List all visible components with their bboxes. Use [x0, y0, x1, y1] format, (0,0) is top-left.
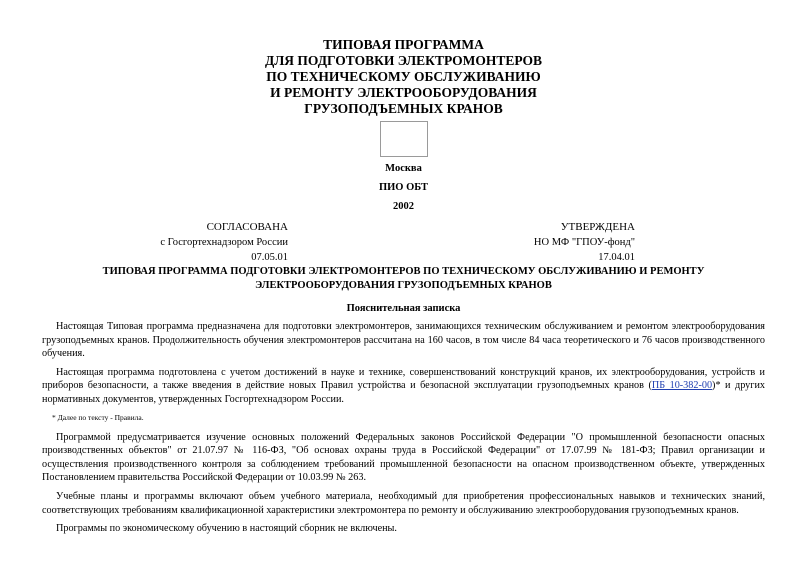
footnote: * Далее по тексту - Правила.: [52, 412, 144, 422]
document-body: [42, 320, 765, 541]
document-title: [0, 37, 807, 117]
rules-link[interactable]: ПБ 10-382-00: [651, 380, 713, 392]
approved-block: [500, 220, 635, 265]
title-line: ТИПОВАЯ ПРОГРАММА: [323, 37, 484, 52]
title-line: ГРУЗОПОДЪЕМНЫХ КРАНОВ: [304, 101, 503, 116]
approved-by: НО МФ "ГПОУ-фонд": [533, 237, 635, 248]
publisher: ПИО ОБТ: [378, 182, 429, 193]
approved-label: УТВЕРЖДЕНА: [560, 221, 635, 233]
approved-date: 17.04.01: [598, 252, 635, 263]
agreed-block: [120, 220, 288, 265]
paragraph: Учебные планы и программы включают объем учебного материала, необходимый для приобретения профессиональных навыков и технических знаний, соответствующих требованиям квалификационной характеристики электромонтера по ремонту и обслуживанию электрооборудования грузоподъемных кранов.: [42, 490, 765, 516]
agreed-label: СОГЛАСОВАНА: [206, 221, 288, 233]
paragraph: Программой предусматривается изучение основных положений Федеральных законов Российской Федерации "О промышленной безопасности опасных производственных объектов" от 21.07.97 № 116-ФЗ, "Об основах охраны труда в Российской Федерации" от 17.07.99 № 181-ФЗ; Правил организации и осуществления производственного контроля за соблюдением требований промышленной безопасности на опасном производственном объекте, утвержденных Постановлением правительства Российской Федерации от 10.03.99 № 263.: [42, 431, 765, 484]
logo-placeholder: [380, 121, 428, 157]
paragraph: Программы по экономическому обучению в настоящий сборник не включены.: [56, 523, 397, 535]
paragraph-text: Настоящая программа подготовлена с учетом достижений в науке и технике, совершенствований конструкций кранов, их электрооборудования, устройств и приборов безопасности, а также введения в действие новых Правил устройства и безопасной эксплуатации грузоподъемных кранов (: [42, 366, 765, 392]
title-line: ДЛЯ ПОДГОТОВКИ ЭЛЕКТРОМОНТЕРОВ: [264, 53, 543, 68]
title-line: И РЕМОНТУ ЭЛЕКТРООБОРУДОВАНИЯ: [270, 85, 537, 100]
paragraph: Настоящая Типовая программа предназначена для подготовки электромонтеров, занимающихся техническим обслуживанием и ремонтом электрооборудования грузоподъемных кранов. Продолжительность обучения электромонтеров рассчитана на 160 часов, в том числе 84 часа теоретического и 76 часов производственного обучения.: [42, 321, 765, 360]
paragraph: [42, 366, 765, 407]
publication-city: Москва: [385, 163, 422, 174]
agreed-date: 07.05.01: [251, 252, 288, 263]
agreed-by: с Госгортехнадзором России: [160, 237, 288, 248]
publication-year: 2002: [393, 201, 414, 212]
main-heading: ТИПОВАЯ ПРОГРАММА ПОДГОТОВКИ ЭЛЕКТРОМОНТЕРОВ ПО ТЕХНИЧЕСКОМУ ОБСЛУЖИВАНИЮ И РЕМОНТУ ЭЛЕКТРООБОРУДОВАНИЯ ГРУЗОПОДЪЕМНЫХ КРАНОВ: [102, 266, 705, 291]
title-line: ПО ТЕХНИЧЕСКОМУ ОБСЛУЖИВАНИЮ: [266, 69, 541, 84]
paragraph-text: )* и других нормативных документов, утвержденных Госгортехнадзором России.: [42, 380, 765, 405]
explanatory-note-heading: Пояснительная записка: [346, 303, 461, 314]
